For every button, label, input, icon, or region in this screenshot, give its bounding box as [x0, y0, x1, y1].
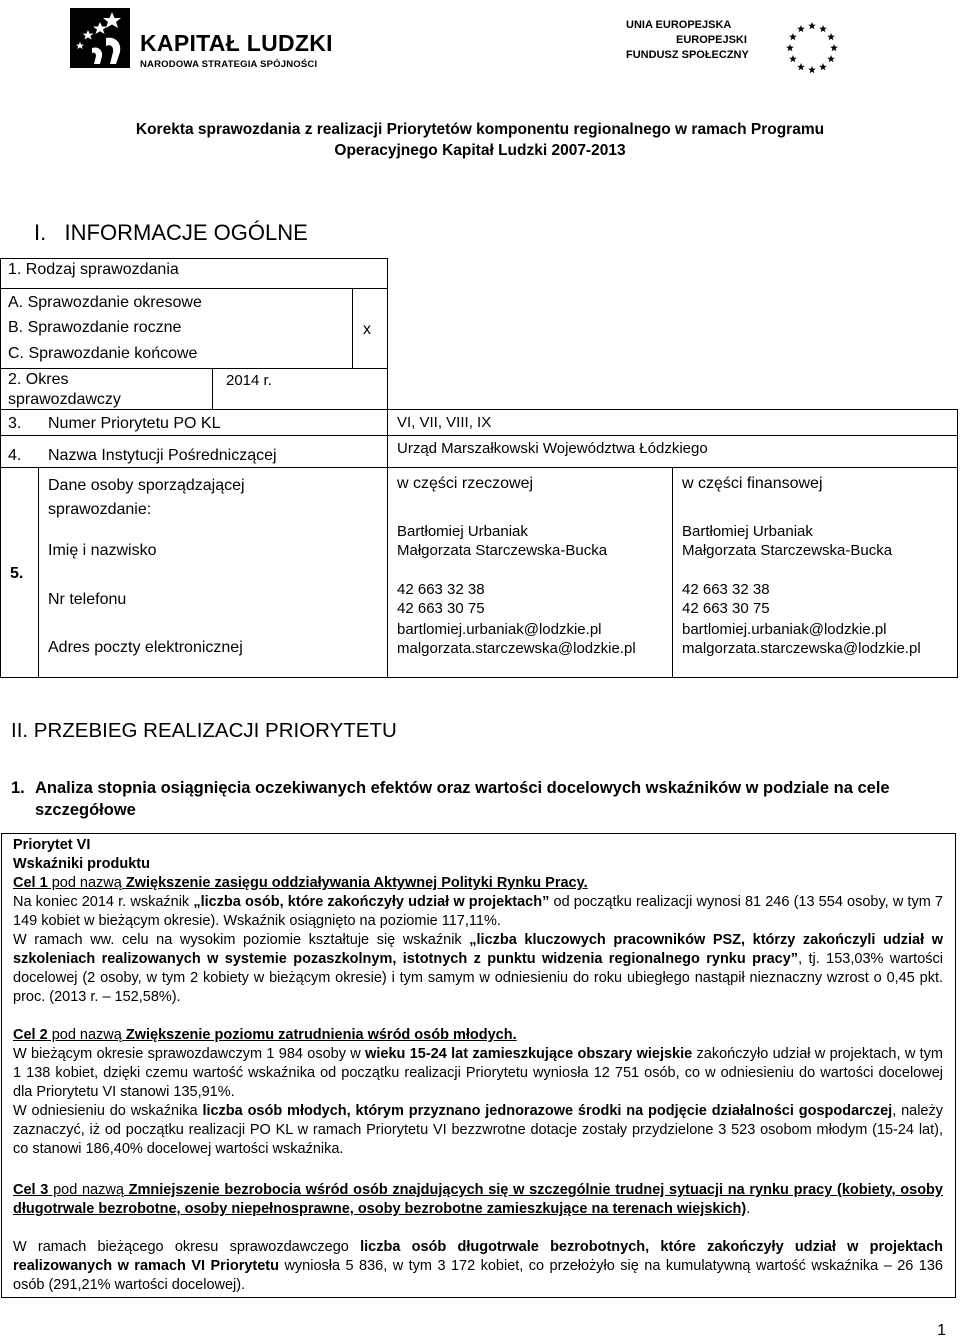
contact-phone-label: Nr telefonu	[48, 591, 127, 608]
goal-3-name: Zmniejszenie bezrobocia wśród osób znajdujących się w szczególnie trudnej sytuacji na rynku pracy (kobiety, osoby długotrwale bezrobotne, osoby niepełnosprawne, osoby bezrobotne zamieszkujące na terenach wiejskich)	[13, 1182, 943, 1217]
report-type-option-a: A. Sprawozdanie okresowe	[8, 294, 202, 311]
substantive-name-2: Małgorzata Starczewska-Bucka	[397, 542, 608, 559]
goal-2-p1-b: wieku 15-24 lat zamieszkujące obszary wiejskie	[365, 1046, 693, 1062]
goal-1-p2-c: , tj. 153,03% wartości docelowej (2 osoby, w tym 2 kobiety w bieżącym okresie) i tym samym w odniesieniu do roku ubiegłego nastąpił nieznaczny wzrost o 0,45 pkt. proc. (2013 r. – 152,58%).	[13, 951, 943, 1005]
goal-1-p1-c: od początku realizacji wynosi 81 246 (13 554 osoby, w tym 7 149 kobiet w bieżącym okresie). Wskaźnik osiągnięto na poziomie 117,11%.	[13, 894, 943, 929]
report-type-option-b: B. Sprawozdanie roczne	[8, 319, 182, 336]
goal-3-p1-b: liczba osób długotrwale bezrobotnych, które zakończyły udział w projektach realizowanych w ramach VI Priorytetu	[13, 1239, 944, 1274]
financial-name-2: Małgorzata Starczewska-Bucka	[682, 542, 893, 559]
eu-logo-text	[626, 18, 749, 63]
goal-2-paragraph-2	[13, 1102, 943, 1159]
goal-3-p1-c: wyniosła 5 836, w tym 3 172 kobiet, co przełożyło się na kumulatywną wartość wskaźnika – 26 136 osób (291,21% wartości docelowej).	[13, 1258, 943, 1293]
goal-3-heading	[13, 1181, 943, 1219]
goal-2-p2-a: W odniesieniu do wskaźnika	[13, 1103, 203, 1119]
priority-number-index: 3.	[8, 415, 22, 432]
substantive-phone-2: 42 663 30 75	[397, 600, 485, 617]
goal-2-pod: pod nazwą	[47, 1027, 126, 1043]
eu-star-icon	[789, 33, 797, 40]
substantive-phone-1: 42 663 32 38	[397, 581, 485, 598]
goal-3-label: Cel 3	[13, 1182, 49, 1198]
eu-star-icon	[819, 63, 827, 70]
goal-3-pod: pod nazwą	[48, 1182, 129, 1198]
eu-stars-icon	[778, 18, 846, 78]
goal-2-label: Cel 2	[13, 1027, 48, 1043]
eu-star-icon	[808, 22, 816, 29]
priority-number-label: Numer Priorytetu PO KL	[48, 415, 221, 432]
goal-2-heading	[13, 1026, 943, 1045]
document-title-line2: Operacyjnego Kapitał Ludzki 2007-2013	[334, 142, 626, 159]
substantive-email-2[interactable]: malgorzata.starczewska@lodzkie.pl	[397, 640, 636, 657]
institution-label: Nazwa Instytucji Pośredniczącej	[48, 447, 277, 464]
page-number: 1	[937, 1322, 946, 1339]
financial-part-heading: w części finansowej	[682, 475, 823, 492]
eu-star-icon	[797, 25, 805, 32]
goal-2-p1-a: W bieżącym okresie sprawozdawczym 1 984 osoby w	[13, 1046, 366, 1062]
goal-1-p2-a: W ramach ww. celu na wysokim poziomie kształtuje się wskaźnik	[13, 932, 470, 948]
goal-1-pod: pod nazwą	[47, 875, 126, 891]
financial-name-1: Bartłomiej Urbaniak	[682, 523, 813, 540]
contact-label-line1: Dane osoby sporządzającej	[48, 477, 245, 494]
period-label-line1: 2. Okres	[8, 371, 69, 388]
eu-star-icon	[786, 44, 794, 51]
eu-star-icon	[789, 55, 797, 62]
goal-1-name: Zwiększenie zasięgu oddziaływania Aktywnej Polityki Rynku Pracy.	[125, 875, 588, 891]
eu-logo-line3: FUNDUSZ SPOŁECZNY	[626, 49, 749, 61]
section-1-heading: I. INFORMACJE OGÓLNE	[34, 220, 308, 245]
goal-2-p1-c: zakończyło udział w projektach, w tym 1 138 kobiet, dzięki czemu wartość wskaźnika od początku realizacji Priorytetu wyniosła 12 751 osób, co w odniesieniu do wartości docelowej dla Priorytetu VI stanowi 135,91%.	[13, 1046, 944, 1100]
substantive-part-heading: w części rzeczowej	[397, 475, 534, 492]
eu-logo	[626, 18, 916, 78]
substantive-name-1: Bartłomiej Urbaniak	[397, 523, 528, 540]
contact-email-label: Adres poczty elektronicznej	[48, 639, 243, 656]
institution-value: Urząd Marszałkowski Województwa Łódzkiego	[397, 440, 708, 457]
eu-logo-line2: EUROPEJSKI	[676, 34, 747, 46]
financial-phone-1: 42 663 32 38	[682, 581, 770, 598]
financial-email-1[interactable]: bartlomiej.urbaniak@lodzkie.pl	[682, 621, 887, 638]
report-type-label: 1. Rodzaj sprawozdania	[8, 261, 179, 278]
goal-1-p2-b: „liczba kluczowych pracowników PSZ, którzy zakończyli udział w szkoleniach realizowanych w systemie pozaszkolnym, istotnych z punktu widzenia regionalnego rynku pracy”	[13, 932, 944, 967]
eu-star-icon	[808, 66, 816, 73]
goal-1-paragraph-2	[13, 931, 943, 1007]
goal-3-paragraph-1	[13, 1238, 943, 1295]
eu-star-icon	[827, 55, 835, 62]
institution-index: 4.	[8, 447, 22, 464]
goal-2-name: Zwiększenie poziomu zatrudnienia wśród osób młodych.	[125, 1027, 517, 1043]
priority-number-value: VI, VII, VIII, IX	[397, 414, 492, 431]
financial-email-2[interactable]: malgorzata.starczewska@lodzkie.pl	[682, 640, 921, 657]
report-type-option-b-mark: x	[363, 321, 371, 338]
goal-1-paragraph-1	[13, 893, 943, 931]
kapital-ludzki-emblem-icon	[70, 8, 130, 68]
contact-index: 5.	[10, 565, 24, 582]
eu-star-icon	[830, 44, 838, 51]
period-value: 2014 r.	[226, 372, 272, 389]
kapital-ludzki-logo	[70, 8, 333, 80]
product-indicators-label: Wskaźniki produktu	[13, 856, 150, 872]
section-2-subheading-text: Analiza stopnia osiągnięcia oczekiwanych efektów oraz wartości docelowych wskaźników w podziale na cele szczegółowe	[35, 779, 890, 819]
section-2-heading: II. PRZEBIEG REALIZACJI PRIORYTETU	[11, 719, 397, 742]
priority-label: Priorytet VI	[13, 837, 91, 853]
substantive-email-1[interactable]: bartlomiej.urbaniak@lodzkie.pl	[397, 621, 602, 638]
document-title	[0, 119, 960, 161]
document-title-line1: Korekta sprawozdania z realizacji Priorytetów komponentu regionalnego w ramach Programu	[135, 121, 825, 138]
contact-label-line2: sprawozdanie:	[48, 501, 152, 518]
goal-1-p1-a: Na koniec 2014 r. wskaźnik	[13, 894, 194, 910]
kapital-ludzki-subtitle: NARODOWA STRATEGIA SPÓJNOŚCI	[140, 59, 318, 70]
goal-2-p2-c: , należy zaznaczyć, iż od początku realizacji PO KL w ramach Priorytetu VI bezzwrotne dotacje zostały przydzielone 3 523 osobom młodym (15-24 lat), co stanowi 186,40% docelowej wartości wskaźnika.	[13, 1103, 943, 1157]
period-label-line2: sprawozdawczy	[8, 391, 121, 408]
goal-2-p2-b: liczba osób młodych, którym przyznano jednorazowe środki na podjęcie działalności gospodarczej	[202, 1103, 893, 1119]
priority-vi-box	[1, 833, 956, 1298]
report-type-option-c: C. Sprawozdanie końcowe	[8, 345, 198, 362]
goal-1-label: Cel 1	[13, 875, 48, 891]
financial-phone-2: 42 663 30 75	[682, 600, 770, 617]
section-2-subheading-index: 1.	[11, 779, 25, 797]
goal-2-paragraph-1	[13, 1045, 943, 1102]
contact-name-label: Imię i nazwisko	[48, 542, 157, 559]
eu-logo-line1: UNIA EUROPEJSKA	[626, 19, 732, 31]
goal-3-name-end: .	[746, 1201, 751, 1217]
eu-star-icon	[827, 33, 835, 40]
eu-star-icon	[797, 63, 805, 70]
goal-1-heading	[13, 874, 943, 893]
goal-1-p1-b: „liczba osób, które zakończyły udział w projektach”	[193, 894, 550, 910]
kapital-ludzki-name: KAPITAŁ LUDZKI	[140, 30, 333, 56]
eu-star-icon	[819, 25, 827, 32]
goal-3-p1-a: W ramach bieżącego okresu sprawozdawczego	[13, 1239, 361, 1255]
